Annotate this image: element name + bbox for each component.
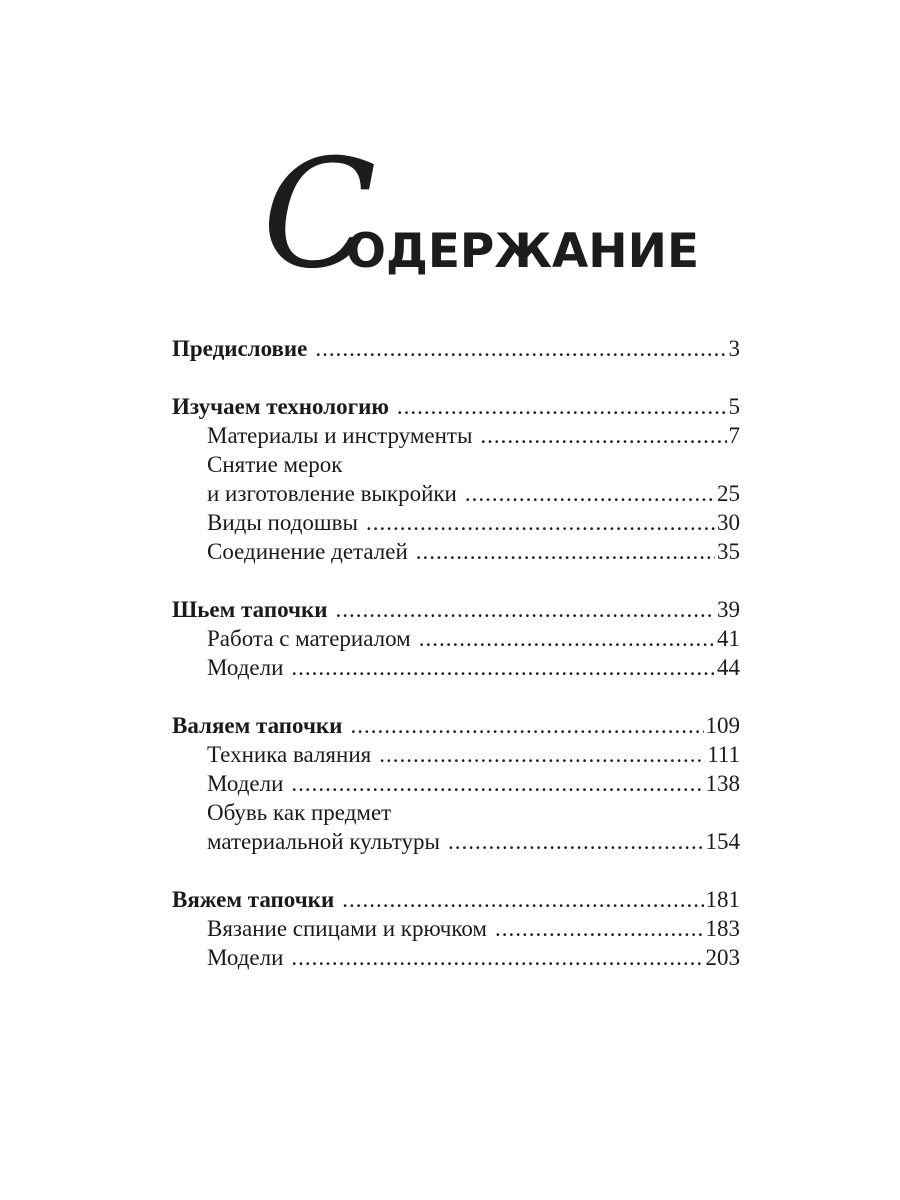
toc-page-number: 5: [728, 394, 740, 419]
toc-page-number: 111: [707, 742, 740, 767]
table-of-contents: [172, 334, 740, 1001]
toc-entry-title: Валяем тапочки: [172, 713, 343, 738]
toc-entry-title: Виды подошвы: [207, 510, 358, 535]
toc-entry-title: Модели: [207, 655, 284, 680]
toc-page-number: 181: [705, 887, 740, 912]
toc-subentry[interactable]: [172, 827, 740, 856]
dot-leader: [448, 827, 704, 856]
toc-entry-title: Вязание спицами и крючком: [207, 916, 487, 941]
toc-page-number: 7: [728, 423, 740, 448]
dot-leader: [495, 914, 704, 943]
toc-subentry[interactable]: [172, 943, 740, 972]
toc-subentry[interactable]: [172, 421, 740, 450]
dot-leader: [416, 537, 715, 566]
toc-entry[interactable]: [172, 334, 740, 363]
dot-leader: [342, 885, 703, 914]
toc-entry[interactable]: [172, 392, 740, 421]
toc-entry[interactable]: [172, 595, 740, 624]
toc-subentry[interactable]: [172, 914, 740, 943]
toc-section-foreword: [172, 334, 740, 363]
toc-entry-title: материальной культуры: [207, 829, 440, 854]
dot-leader: [419, 624, 715, 653]
toc-entry-title: Шьем тапочки: [172, 597, 328, 622]
toc-entry[interactable]: [172, 711, 740, 740]
title-text: ОДЕРЖАНИЕ: [346, 224, 700, 279]
toc-subentry[interactable]: [172, 653, 740, 682]
toc-entry-title: Техника валяния: [207, 742, 372, 767]
toc-page-number: 25: [717, 481, 740, 506]
toc-section-technology: [172, 392, 740, 566]
toc-subentry-first-line[interactable]: Обувь как предмет: [207, 800, 392, 825]
toc-entry-title: Работа с материалом: [207, 626, 411, 651]
toc-page-number: 35: [717, 539, 740, 564]
toc-page-number: 203: [705, 945, 740, 970]
toc-subentry[interactable]: [172, 624, 740, 653]
dot-leader: [480, 421, 726, 450]
dot-leader: [291, 943, 703, 972]
title-decorative-initial: С: [262, 128, 377, 302]
dot-leader: [379, 740, 705, 769]
toc-page-number: 39: [717, 597, 740, 622]
toc-subentry[interactable]: [172, 740, 740, 769]
toc-page-number: 41: [717, 626, 740, 651]
toc-page-number: 109: [705, 713, 740, 738]
toc-entry-title: Модели: [207, 771, 284, 796]
toc-entry-title: и изготовление выкройки: [207, 481, 457, 506]
dot-leader: [291, 769, 703, 798]
toc-section-felting: [172, 711, 740, 856]
toc-page-number: 30: [717, 510, 740, 535]
dot-leader: [465, 479, 715, 508]
toc-section-knitting: [172, 885, 740, 972]
dot-leader: [291, 653, 715, 682]
toc-entry-title: Изучаем технологию: [172, 394, 389, 419]
toc-entry-title: Соединение деталей: [207, 539, 408, 564]
toc-entry-title: Модели: [207, 945, 284, 970]
toc-subentry-first-line[interactable]: Снятие мерок: [207, 452, 343, 477]
toc-page-number: 138: [705, 771, 740, 796]
dot-leader: [397, 392, 727, 421]
toc-subentry[interactable]: [172, 537, 740, 566]
toc-entry[interactable]: [172, 885, 740, 914]
toc-page-number: 3: [728, 336, 740, 361]
toc-entry-title: Предисловие: [172, 336, 308, 361]
dot-leader: [350, 711, 703, 740]
dot-leader: [366, 508, 715, 537]
toc-entry-title: Вяжем тапочки: [172, 887, 335, 912]
dot-leader: [315, 334, 726, 363]
dot-leader: [335, 595, 715, 624]
toc-page-number: 44: [717, 655, 740, 680]
toc-subentry[interactable]: [172, 508, 740, 537]
toc-section-sewing: [172, 595, 740, 682]
toc-subentry[interactable]: [172, 479, 740, 508]
toc-page-number: 154: [705, 829, 740, 854]
toc-subentry[interactable]: [172, 769, 740, 798]
toc-entry-title: Материалы и инструменты: [207, 423, 473, 448]
toc-page-number: 183: [705, 916, 740, 941]
page-title: [262, 128, 700, 302]
